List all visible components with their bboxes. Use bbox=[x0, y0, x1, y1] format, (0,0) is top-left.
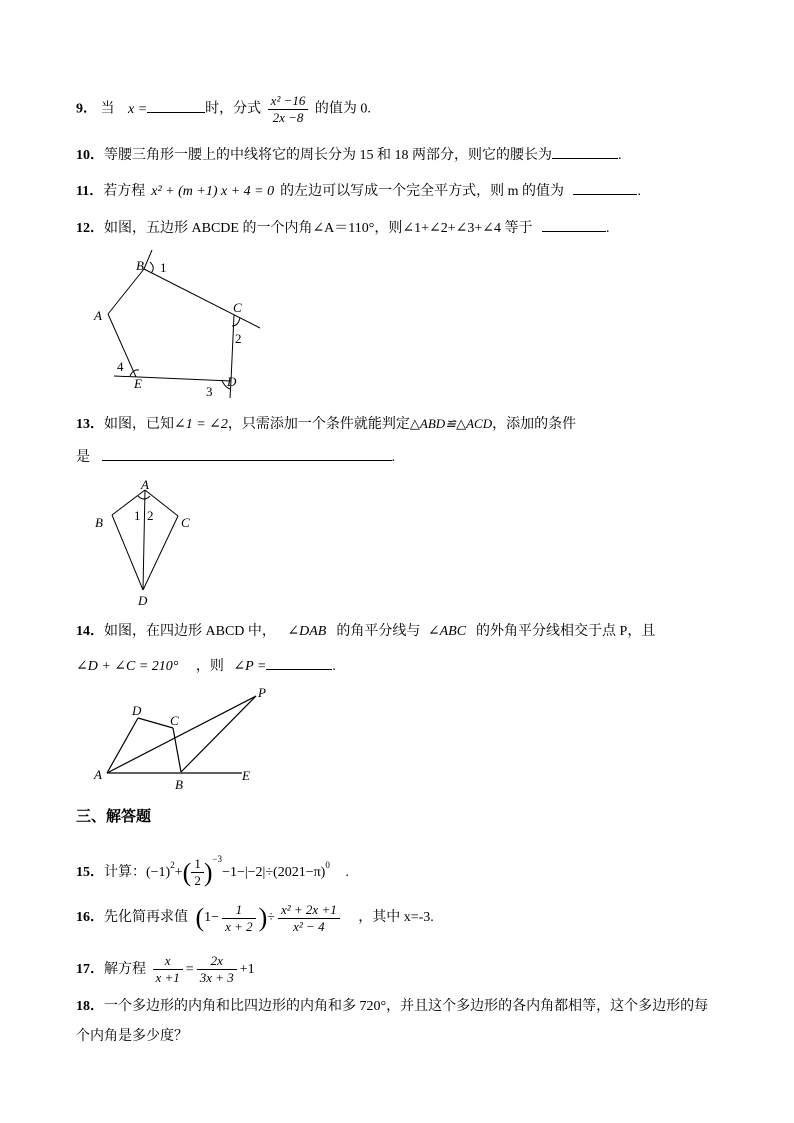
exponent: 0 bbox=[325, 860, 330, 870]
exponent: 2 bbox=[170, 860, 175, 870]
question-text: 先化简再求值 bbox=[104, 910, 188, 926]
question-14-line2 bbox=[76, 655, 336, 677]
edge-ed-extended bbox=[114, 376, 231, 381]
question-number: 12． bbox=[76, 221, 104, 236]
question-text: 的左边可以写成一个完全平方式，则 m 的值为 bbox=[280, 184, 564, 199]
question-16: 16．先化简再求值 (1− $\frac{1}{x + 2}$ )÷ $\frac{\text{x² + 2x +1}}{\text{x² − 4}}$ ，其中 x=-3. bbox=[76, 901, 434, 934]
edge-bc-extended bbox=[144, 269, 260, 328]
question-text: 的外角平分线相交于点 P，且 bbox=[476, 624, 656, 639]
quadrilateral-figure bbox=[90, 685, 280, 795]
power-term: (−1) bbox=[146, 865, 171, 880]
question-14 bbox=[76, 622, 655, 642]
extension-b bbox=[144, 250, 152, 269]
numerator: 2x bbox=[197, 953, 237, 970]
denominator: 2 bbox=[194, 873, 201, 889]
fraction-half bbox=[191, 856, 204, 889]
question-text: 一个多边形的内角和比四边形的内角和多 720°，并且这个多边形的各内角都相等，这个多边形的每 bbox=[104, 999, 709, 1014]
denominator: x +1 bbox=[155, 970, 180, 986]
angle-label-1: 1 bbox=[160, 260, 167, 275]
period: . bbox=[637, 184, 641, 199]
fraction bbox=[278, 902, 340, 935]
section-heading: 三、解答题 bbox=[76, 808, 152, 825]
period: . bbox=[345, 865, 349, 880]
given-condition: ∠1 = ∠2 bbox=[174, 417, 228, 432]
question-text: 如图，五边形 ABCDE 的一个内角∠A＝110°，则∠1+∠2+∠3+∠4 等于 bbox=[104, 221, 533, 236]
period: . bbox=[332, 659, 336, 674]
period: . bbox=[391, 450, 395, 465]
question-18 bbox=[76, 997, 708, 1017]
label-a: A bbox=[141, 477, 149, 492]
angle-p: ∠P = bbox=[233, 659, 267, 674]
label-b: B bbox=[175, 777, 183, 792]
question-text: 如图，在四边形 ABCD 中， bbox=[104, 624, 276, 639]
label-d: D bbox=[138, 593, 148, 608]
edge-ab bbox=[108, 269, 144, 314]
question-15: 15．计算：$(-1)^2+$( $\frac{1}{2}$ )$^{-3}-1-|-2|\div(2021-\pi)^0$ . bbox=[76, 854, 349, 889]
edge-cd bbox=[231, 315, 234, 381]
question-text: 等腰三角形一腰上的中线将它的周长分为 15 和 18 两部分，则它的腰长为 bbox=[104, 148, 552, 163]
question-number: 9． bbox=[76, 101, 97, 117]
edge-dc bbox=[138, 718, 173, 728]
angle-abc: ∠ABC bbox=[427, 624, 467, 639]
question-text: ，添加的条件 bbox=[492, 417, 577, 432]
denominator: 2x −8 bbox=[272, 110, 304, 125]
label-c: C bbox=[170, 713, 179, 728]
period: . bbox=[605, 221, 610, 236]
angle-label-1: 1 bbox=[134, 508, 141, 523]
denominator: x² − 4 bbox=[293, 918, 325, 934]
question-11 bbox=[76, 180, 641, 202]
label-a: A bbox=[94, 767, 102, 782]
edge-cb bbox=[173, 728, 181, 772]
answer-blank[interactable] bbox=[552, 144, 618, 159]
label-p: P bbox=[258, 685, 266, 700]
label-b: B bbox=[136, 258, 144, 273]
pentagon-figure bbox=[90, 250, 280, 410]
denominator: x + 2 bbox=[225, 918, 253, 934]
fraction bbox=[222, 902, 256, 935]
question-text: 时，分式 bbox=[205, 101, 262, 117]
edge-ad bbox=[143, 490, 145, 590]
question-text: ，其中 x=-3. bbox=[358, 910, 434, 926]
numerator: x² −16 bbox=[268, 93, 309, 110]
question-text: 解方程 bbox=[104, 962, 146, 977]
question-13 bbox=[76, 414, 576, 435]
kite-figure bbox=[92, 478, 202, 608]
edge-cd bbox=[143, 516, 178, 590]
question-13-line2 bbox=[76, 446, 395, 468]
question-text: 是 bbox=[76, 450, 90, 465]
angle-arc-1 bbox=[150, 262, 153, 273]
question-number: 13． bbox=[76, 417, 104, 432]
given-condition: ∠D + ∠C = 210° bbox=[76, 659, 179, 674]
question-number: 10． bbox=[76, 148, 104, 163]
question-18-line2 bbox=[76, 1027, 188, 1047]
expression: 1− bbox=[204, 910, 220, 926]
label-d: D bbox=[227, 374, 237, 389]
math-variable: x = bbox=[128, 101, 148, 117]
question-12 bbox=[76, 217, 609, 239]
label-e: E bbox=[134, 376, 142, 391]
period: . bbox=[618, 148, 622, 163]
angle-dab: ∠DAB bbox=[287, 624, 327, 639]
answer-blank[interactable] bbox=[102, 446, 392, 461]
expression: −1−|−2|÷(2021−π) bbox=[222, 865, 326, 880]
question-text: 如图，已知 bbox=[104, 417, 174, 432]
question-number: 18． bbox=[76, 999, 104, 1014]
congruence: △ABD≌△ACD bbox=[409, 416, 493, 431]
question-text: 个内角是多少度？ bbox=[76, 1029, 188, 1044]
fraction bbox=[153, 953, 183, 986]
numerator: 1 bbox=[222, 902, 256, 919]
numerator: x² + 2x +1 bbox=[278, 902, 340, 919]
question-text: ，则 bbox=[195, 659, 224, 674]
fraction bbox=[268, 93, 309, 126]
question-text: 的值为 0. bbox=[314, 101, 371, 117]
label-e: E bbox=[242, 768, 250, 783]
question-10 bbox=[76, 144, 622, 166]
label-c: C bbox=[233, 300, 242, 315]
edge-bd bbox=[112, 515, 143, 590]
angle-label-2: 2 bbox=[147, 508, 154, 523]
operator: + bbox=[174, 865, 183, 880]
answer-blank[interactable] bbox=[573, 180, 637, 195]
question-number: 16． bbox=[76, 910, 104, 926]
numerator: x bbox=[153, 953, 183, 970]
equation: x² + (m +1) x + 4 = 0 bbox=[151, 184, 275, 199]
question-text: ，只需添加一个条件就能判定 bbox=[227, 417, 410, 432]
denominator: 3x + 3 bbox=[199, 970, 234, 986]
question-number: 15． bbox=[76, 865, 104, 880]
question-number: 14． bbox=[76, 624, 104, 639]
label-b: B bbox=[95, 515, 103, 530]
numerator: 1 bbox=[191, 856, 204, 873]
question-9 bbox=[76, 93, 371, 126]
expression: +1 bbox=[239, 962, 255, 977]
label-c: C bbox=[181, 515, 190, 530]
label-a: A bbox=[94, 308, 102, 323]
question-number: 17． bbox=[76, 962, 104, 977]
question-text: 若方程 bbox=[103, 184, 146, 199]
answer-blank[interactable] bbox=[147, 98, 205, 113]
answer-blank[interactable] bbox=[266, 655, 332, 670]
angle-label-2: 2 bbox=[235, 331, 242, 346]
question-17 bbox=[76, 952, 255, 988]
angle-arcs bbox=[138, 496, 150, 499]
answer-blank[interactable] bbox=[542, 217, 606, 232]
angle-label-3: 3 bbox=[206, 384, 213, 399]
operator: = bbox=[185, 962, 194, 977]
question-text: 计算： bbox=[104, 865, 146, 880]
fraction bbox=[197, 953, 237, 986]
operator: ÷ bbox=[267, 910, 275, 926]
question-text: 的角平分线与 bbox=[336, 624, 421, 639]
exponent: −3 bbox=[212, 854, 223, 864]
question-text: 当 bbox=[100, 101, 115, 117]
bisector-bp bbox=[181, 696, 256, 772]
question-number: 11． bbox=[76, 184, 104, 199]
label-d: D bbox=[132, 703, 142, 718]
angle-label-4: 4 bbox=[117, 359, 124, 374]
